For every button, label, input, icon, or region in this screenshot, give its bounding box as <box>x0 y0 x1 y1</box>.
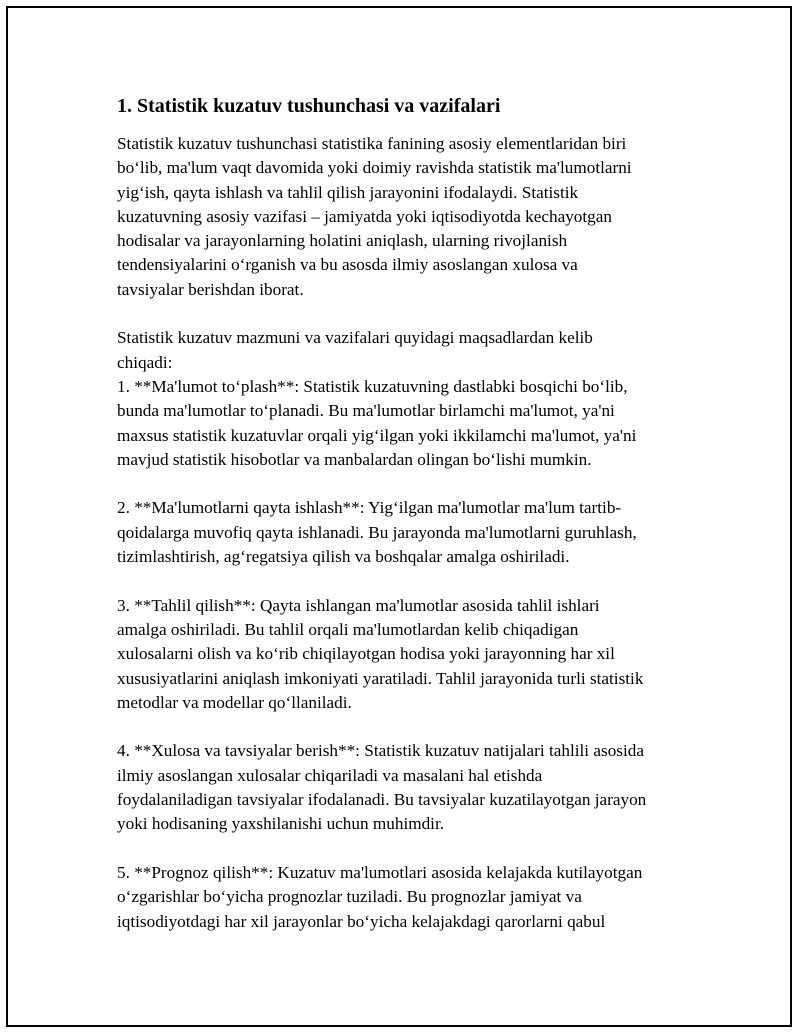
paragraph-item-4: 4. **Xulosa va tavsiyalar berish**: Statistik kuzatuv natijalari tahlili asosida ilmiy asoslangan xulosalar chiqariladi va masalani hal etishda foydalaniladigan tavsiyalar ifodalanadi. Bu tavsiyalar kuzatilayotgan jarayon yoki hodisaning yaxshilanishi uchun muhimdir. <box>117 741 647 834</box>
paragraph-intro: Statistik kuzatuv tushunchasi statistika fanining asosiy elementlaridan biri bo‘lib, ma'lum vaqt davomida yoki doimiy ravishda statistik ma'lumotlarni yig‘ish, qayta ishlash va tahlil qilish jarayonini ifodalaydi. Statistik kuzatuvning asosiy vazifasi – jamiyatda yoki iqtisodiyotda kechayotgan hodisalar va jarayonlarning holatini aniqlash, ularning rivojlanish tendensiyalarini o‘rganish va bu asosda ilmiy asoslangan xulosa va tavsiyalar berishdan iborat. <box>117 134 632 299</box>
paragraph-item-3: 3. **Tahlil qilish**: Qayta ishlangan ma'lumotlar asosida tahlil ishlari amalga oshiriladi. Bu tahlil orqali ma'lumotlardan kelib chiqadigan xulosalarni olish va ko‘rib chiqilayotgan hodisa yoki jarayonning har xil xususiyatlarini aniqlash imkoniyati yaratiladi. Tahlil jarayonida turli statistik metodlar va modellar qo‘llaniladi. <box>117 595 644 712</box>
paragraph-gap <box>117 569 687 593</box>
document-body <box>117 94 687 934</box>
paragraph-item-1: Statistik kuzatuv mazmuni va vazifalari quyidagi maqsadlardan kelib chiqadi: 1. **Ma'lumot to‘plash**: Statistik kuzatuvning dastlabki bosqichi bo‘lib, bunda ma'lumotlar to‘planadi. Bu ma'lumotlar birlamchi ma'lumot, ya'ni maxsus statistik kuzatuvlar orqali yig‘ilgan yoki ikkilamchi ma'lumot, ya'ni mavjud statistik hisobotlar va manbalardan olingan bo‘lishi mumkin. <box>117 328 637 469</box>
section-heading: 1. Statistik kuzatuv tushunchasi va vazifalari <box>117 95 501 117</box>
paragraph-gap <box>117 837 687 861</box>
paragraph-gap <box>117 715 687 739</box>
paragraph-gap <box>117 472 687 496</box>
paragraph-gap <box>117 302 687 326</box>
paragraph-item-2: 2. **Ma'lumotlarni qayta ishlash**: Yig‘ilgan ma'lumotlar ma'lum tartib- qoidalarga muvofiq qayta ishlanadi. Bu jarayonda ma'lumotlarni guruhlash, tizimlashtirish, ag‘regatsiya qilish va boshqalar amalga oshiriladi. <box>117 498 637 567</box>
paragraph-item-5: 5. **Prognoz qilish**: Kuzatuv ma'lumotlari asosida kelajakda kutilayotgan o‘zgarishlar bo‘yicha prognozlar tuziladi. Bu prognozlar jamiyat va iqtisodiyotdagi har xil jarayonlar bo‘yicha kelajakdagi qarorlarni qabul <box>117 862 643 931</box>
